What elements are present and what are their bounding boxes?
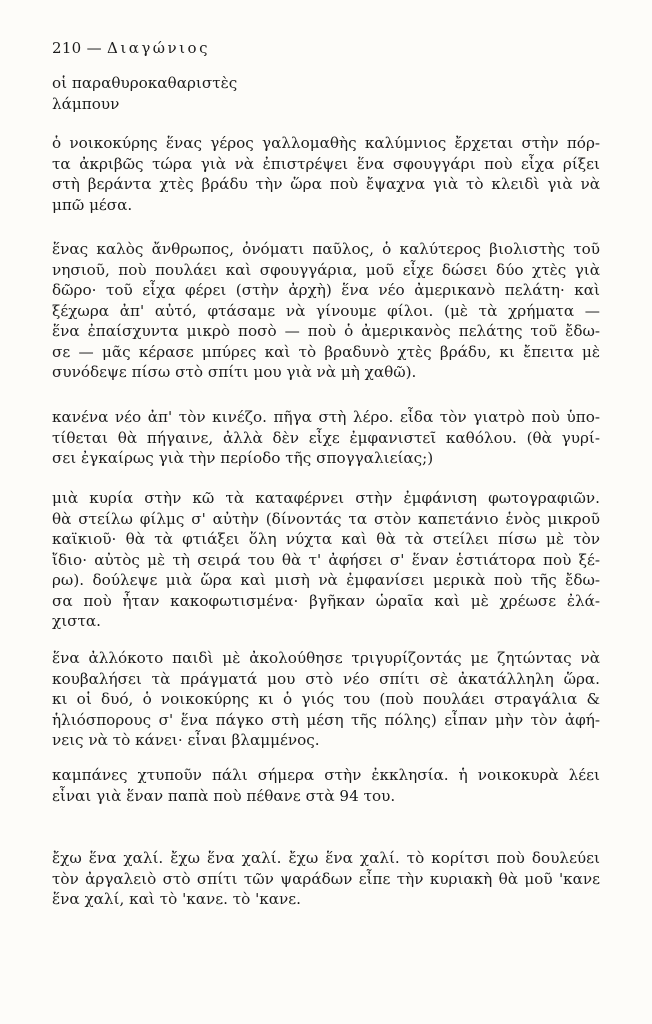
text-line: τίθεται θὰ πήγαινε, ἀλλὰ δὲν εἶχε ἐμφανιστεῖ καθόλου. (θὰ γυρί- <box>52 428 600 447</box>
text-line: κουβαλήσει τὰ πράγματά μου στὸ νέο σπίτι σὲ ἀκατάλληλη ὥρα. <box>52 669 600 688</box>
book-title: Διαγώνιος <box>107 39 210 57</box>
paragraph-8 <box>52 848 600 910</box>
running-header <box>52 39 210 57</box>
text-line: μιὰ κυρία στὴν κῶ τὰ καταφέρνει στὴν ἐμφάνιση φωτογραφιῶν. <box>52 489 600 507</box>
text-line: ἴδιο· αὐτὸς μὲ τὴ σειρά του θὰ τ' ἀφήσει σ' ἕναν ἑστιάτορα ποὺ ξέ- <box>52 550 600 569</box>
text-line: λάμπουν <box>52 94 120 113</box>
paragraph-5 <box>52 488 600 632</box>
text-line: θὰ στείλω φίλμς σ' αὐτὴν (δίνοντάς τα στὸν καπετάνιο ἑνὸς μικροῦ <box>52 509 600 528</box>
text-line: μπῶ μέσα. <box>52 195 133 214</box>
text-line: ρω). δούλεψε μιὰ ὥρα καὶ μισὴ νὰ ἐμφανίσει μερικὰ ποὺ τῆς ἔδω- <box>52 571 600 589</box>
paragraph-2 <box>52 133 600 215</box>
text-line: χιστα. <box>52 612 102 630</box>
text-line: νησιοῦ, ποὺ πουλάει καὶ σφουγγάρια, μοῦ εἶχε δώσει δύο χτὲς γιὰ <box>52 260 600 279</box>
text-line: τα ἀκριβῶς τώρα γιὰ νὰ ἐπιστρέψει ἕνα σφουγγάρι ποὺ εἶχα ρίξει <box>52 154 600 173</box>
text-line: καμπάνες χτυποῦν πάλι σήμερα στὴν ἐκκλησία. ἡ νοικοκυρὰ λέει <box>52 766 600 784</box>
text-line: ἕνα ἐπαίσχυντα μικρὸ ποσὸ — ποὺ ὁ ἀμερικανὸς πελάτης τοῦ ἔδω- <box>52 322 600 340</box>
text-line: σει ἐγκαίρως γιὰ τὴν περίοδο τῆς σπογγαλιείας;) <box>52 449 434 467</box>
text-line: ἔχω ἕνα χαλί. ἔχω ἕνα χαλί. ἔχω ἕνα χαλί. τὸ κορίτσι ποὺ δουλεύει <box>52 849 600 867</box>
text-line: κανένα νέο ἀπ' τὸν κινέζο. πῆγα στὴ λέρο. εἶδα τὸν γιατρὸ ποὺ ὑπο- <box>52 408 600 426</box>
text-line: στὴ βεράντα χτὲς βράδυ τὴν ὥρα ποὺ ἔψαχνα γιὰ τὸ κλειδὶ γιὰ νὰ <box>52 175 600 193</box>
text-line: εἶναι γιὰ ἕναν παπὰ ποὺ πέθανε στὰ 94 του. <box>52 786 396 805</box>
text-line: οἱ παραθυροκαθαριστὲς <box>52 74 238 92</box>
text-line: ξέχωρα ἀπ' αὐτό, φτάσαμε νὰ γίνουμε φίλοι. (μὲ τὰ χρήματα — <box>52 301 600 320</box>
text-line: νεις νὰ τὸ κάνει· εἶναι βλαμμένος. <box>52 731 320 749</box>
text-line: ἡλιόσπορους σ' ἕνα πάγκο στὴ μέση τῆς πόλης) εἶπαν μὴν τὸν ἀφή- <box>52 710 600 729</box>
text-line: ἕνα ἀλλόκοτο παιδὶ μὲ ἀκολούθησε τριγυρίζοντάς με ζητώντας νὰ <box>52 649 600 667</box>
text-line: ἕνας καλὸς ἄνθρωπος, ὀνόματι παῦλος, ὁ καλύτερος βιολιστὴς τοῦ <box>52 240 600 258</box>
text-line: κι οἱ δυό, ὁ νοικοκύρης κι ὁ γιός του (ποὺ πουλάει στραγάλια & <box>52 690 600 708</box>
text-line: ὁ νοικοκύρης ἕνας γέρος γαλλομαθὴς καλύμνιος ἔρχεται στὴν πόρ- <box>52 134 600 152</box>
text-line: σα ποὺ ἦταν κακοφωτισμένα· βγῆκαν ὡραῖα καὶ μὲ χρέωσε ἐλά- <box>52 591 600 610</box>
header-dash: — <box>86 39 102 57</box>
paragraph-7 <box>52 765 600 806</box>
paragraph-6 <box>52 648 600 751</box>
text-line: δῶρο· τοῦ εἶχα φέρει (στὴν ἀρχὴ) ἕνα νέο ἀμερικανὸ πελάτη· καὶ <box>52 281 600 299</box>
paragraph-4 <box>52 407 600 469</box>
text-line: καϊκιοῦ· θὰ τὰ φτιάξει ὅλη νύχτα καὶ θὰ τὰ στείλει πίσω μὲ τὸν <box>52 530 600 548</box>
text-line: τὸν ἀργαλειὸ στὸ σπίτι τῶν ψαράδων εἶπε τὴν κυριακὴ θὰ μοῦ 'κανε <box>52 869 600 888</box>
text-line: ἕνα χαλί, καὶ τὸ 'κανε. τὸ 'κανε. <box>52 890 301 908</box>
paragraph-3 <box>52 239 600 383</box>
paragraph-1 <box>52 73 600 114</box>
page-number: 210 <box>52 39 82 57</box>
text-line: συνόδεψε πίσω στὸ σπίτι μου γιὰ νὰ μὴ χαθῶ). <box>52 363 417 381</box>
text-line: σε — μᾶς κέρασε μπύρες καὶ τὸ βραδυνὸ χτὲς βράδυ, κι ἔπειτα μὲ <box>52 342 600 361</box>
